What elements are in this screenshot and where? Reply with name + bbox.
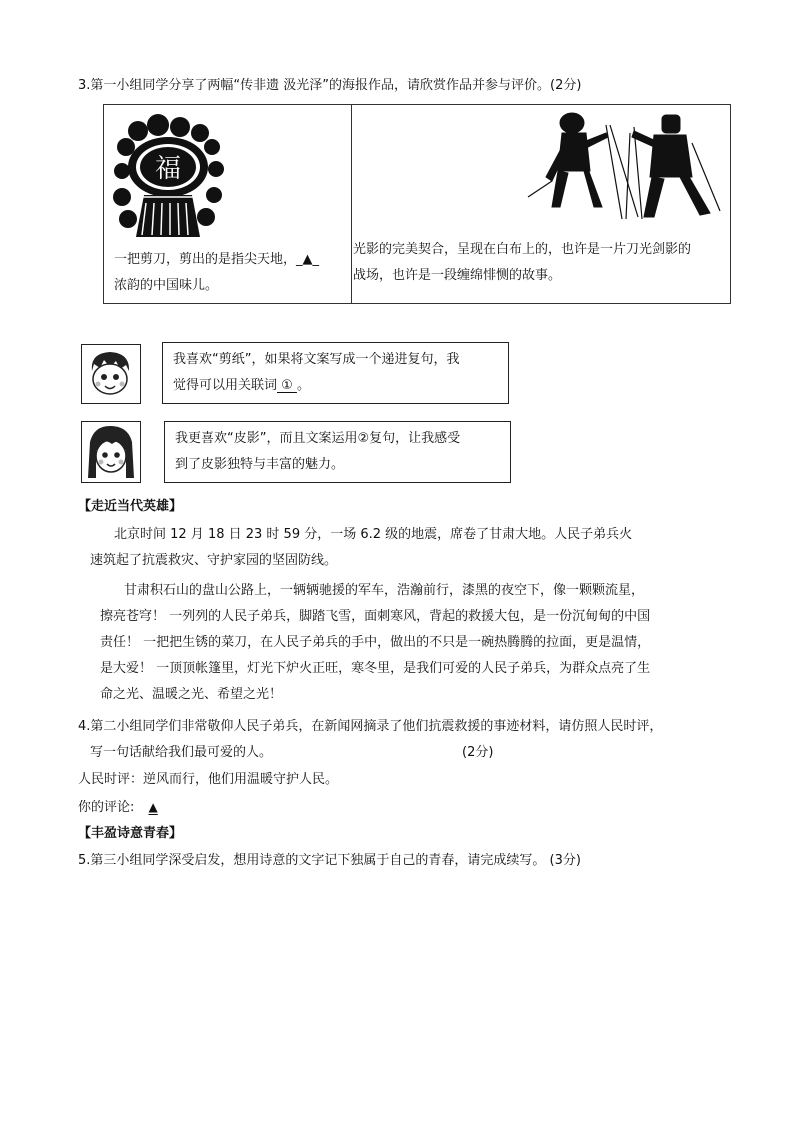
q5-stem: 5.第三小组同学深受启发，想用诗意的文字记下独属于自己的青春，请完成续写。 (3分) [78,853,581,868]
hero-paragraph-1 [90,522,632,574]
fu-character: 福 [154,154,182,184]
dialog1-blank-1: ① [277,378,297,393]
hero-p2-line4: 是大爱！ 一顶顶帐篷里，灯光下炉火正旺，寒冬里，是我们可爱的人民子弟兵，为群众点亮了生 [100,661,651,676]
dialog1-line2-post: 。 [296,378,310,393]
shadow-puppet-image [522,107,722,225]
poster2-caption [353,237,691,289]
hero-p1-line2: 速筑起了抗震救灾、守护家园的坚固防线。 [90,553,338,568]
q4-answer-blank[interactable]: ▲ [148,800,158,814]
papercut-fu-image [108,111,228,239]
hero-p2-line2: 擦亮苍穹！ 一列列的人民子弟兵，脚踏飞雪，面刺寒风，背起的救援大包，是一份沉甸甸的中国 [100,609,651,624]
q4-stem-line2: 写一句话献给我们最可爱的人。 [90,745,273,760]
girl-face-icon [82,422,139,481]
poster1-caption [114,247,319,299]
poster2-line1: 光影的完美契合，呈现在白布上的，也许是一片刀光剑影的 [353,242,692,257]
boy-face-icon [82,345,139,402]
hero-p2-line3: 责任！ 一把把生锈的菜刀，在人民子弟兵的手中，做出的不只是一碗热腾腾的拉面，更是温情， [100,635,651,650]
q4-answer-line [78,797,168,818]
poster1-line2: 浓韵的中国味儿。 [114,278,219,293]
dialog1-bubble [162,342,509,404]
poster1-line1: 一把剪刀，剪出的是指尖天地， [114,252,297,267]
q4-score: (2分) [462,745,494,760]
q4-stem-line1: 4.第二小组同学们非常敬仰人民子弟兵，在新闻网摘录了他们抗震救援的事迹材料，请仿照人民时评， [78,719,663,734]
hero-p2-line1: 甘肃积石山的盘山公路上，一辆辆驰援的军车，浩瀚前行，漆黑的夜空下，像一颗颗流星， [124,583,645,598]
hero-p1-line1: 北京时间 12 月 18 日 23 时 59 分，一场 6.2 级的地震，席卷了甘肃大地。人民子弟兵火 [114,527,633,542]
hero-paragraph-2 [100,578,650,708]
dialog1-line2-pre: 觉得可以用关联词 [173,378,278,393]
section-heading-hero: 【走近当代英雄】 [78,499,183,514]
dialog2-line1: 我更喜欢“皮影”，而且文案运用②复句，让我感受 [175,431,461,446]
table-divider [351,105,352,303]
dialog1-line1: 我喜欢“剪纸”，如果将文案写成一个递进复句，我 [173,352,460,367]
girl-avatar [81,421,141,483]
dialog2-line2: 到了皮影独特与丰富的魅力。 [175,457,345,472]
poster-table [103,104,731,304]
poster2-line2: 战场，也许是一段缠绵悱恻的故事。 [353,268,562,283]
boy-avatar [81,344,141,404]
q4-answer-label: 你的评论: [78,800,135,815]
section-heading-poem: 【丰盈诗意青春】 [78,826,183,841]
poster1-blank: _▲_ [296,252,320,267]
q4-example: 人民时评：逆风而行，他们用温暖守护人民。 [78,772,339,787]
dialog2-bubble [164,421,511,483]
hero-p2-line5: 命之光、温暖之光、希望之光！ [100,687,283,702]
q4-stem [78,714,662,766]
q3-stem: 3.第一小组同学分享了两幅“传非遗 汲光泽”的海报作品，请欣赏作品并参与评价。(2分) [78,78,582,93]
